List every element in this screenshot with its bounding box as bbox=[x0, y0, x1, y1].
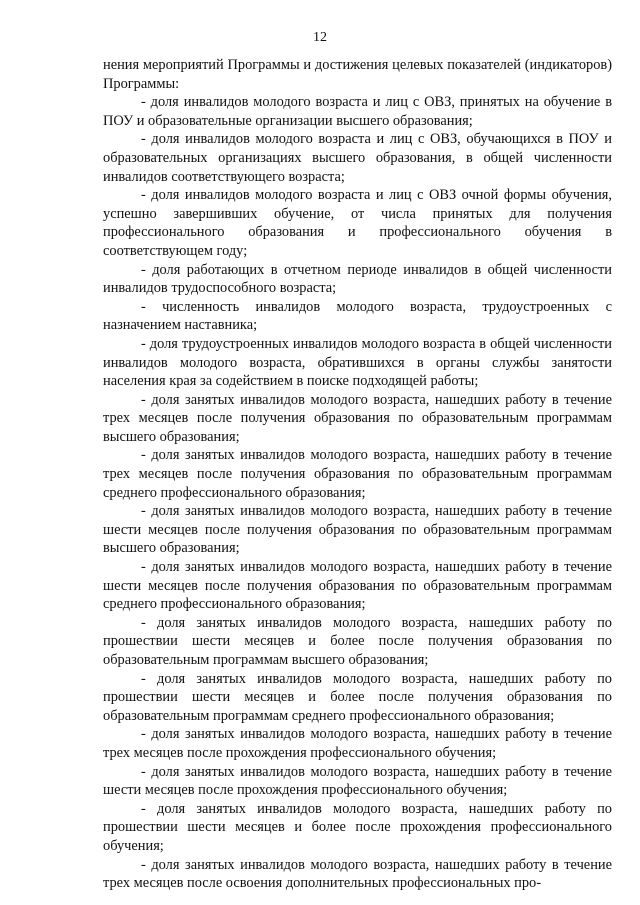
list-item: - доля занятых инвалидов молодого возраста, нашедших работу по прошествии шести месяцев и более после получения образования по образовательным программам среднего профессионального образования; bbox=[103, 670, 612, 724]
list-item: - доля трудоустроенных инвалидов молодого возраста в общей численности инвалидов молодого возраста, обратившихся в органы службы занятости населения края за содействием в поиске подходящей работы; bbox=[103, 335, 612, 390]
list-item: - доля занятых инвалидов молодого возраста, нашедших работу в течение шести месяцев после получения образования по образовательным программам среднего профессионального образования; bbox=[103, 559, 612, 613]
list-item: - доля занятых инвалидов молодого возраста, нашедших работу в течение шести месяцев после получения образования по образовательным программам высшего образования; bbox=[103, 503, 612, 557]
paragraph-continuation: нения мероприятий Программы и достижения целевых показателей (индикаторов) Программы: bbox=[103, 57, 612, 92]
list-item: - доля занятых инвалидов молодого возраста, нашедших работу в течение трех месяцев после получения образования по образовательным программам высшего образования; bbox=[103, 391, 612, 445]
list-item: - численность инвалидов молодого возраста, трудоустроенных с назначением наставника; bbox=[103, 298, 612, 334]
list-item: - доля инвалидов молодого возраста и лиц с ОВЗ, принятых на обучение в ПОУ и образовательные организации высшего образования; bbox=[103, 94, 612, 129]
list-item: - доля инвалидов молодого возраста и лиц с ОВЗ, обучающихся в ПОУ и образовательных организациях высшего образования, в общей численности инвалидов соответствующего возраста; bbox=[103, 131, 612, 185]
body-text bbox=[103, 56, 612, 893]
list-item: - доля занятых инвалидов молодого возраста, нашедших работу в течение шести месяцев после прохождения профессионального обучения; bbox=[103, 763, 612, 799]
list-item: - доля занятых инвалидов молодого возраста, нашедших работу по прошествии шести месяцев и более после получения образования по образовательным программам высшего образования; bbox=[103, 614, 612, 668]
list-item: - доля занятых инвалидов молодого возраста, нашедших работу по прошествии шести месяцев и более после прохождения профессионального обучения; bbox=[103, 800, 612, 854]
list-item: - доля занятых инвалидов молодого возраста, нашедших работу в течение трех месяцев после получения образования по образовательным программам среднего профессионального образования; bbox=[103, 447, 612, 501]
list-item: - доля занятых инвалидов молодого возраста, нашедших работу в течение трех месяцев после прохождения профессионального обучения; bbox=[103, 726, 612, 761]
list-item: - доля работающих в отчетном периоде инвалидов в общей численности инвалидов трудоспособного возраста; bbox=[103, 261, 612, 297]
list-item: - доля занятых инвалидов молодого возраста, нашедших работу в течение трех месяцев после освоения дополнительных профессиональных про- bbox=[103, 856, 612, 892]
page-number: 12 bbox=[313, 30, 327, 45]
list-item: - доля инвалидов молодого возраста и лиц с ОВЗ очной формы обучения, успешно завершивших обучение, от числа принятых для получения профессионального образования и профессионального обучения в соответствующем году; bbox=[103, 187, 612, 259]
